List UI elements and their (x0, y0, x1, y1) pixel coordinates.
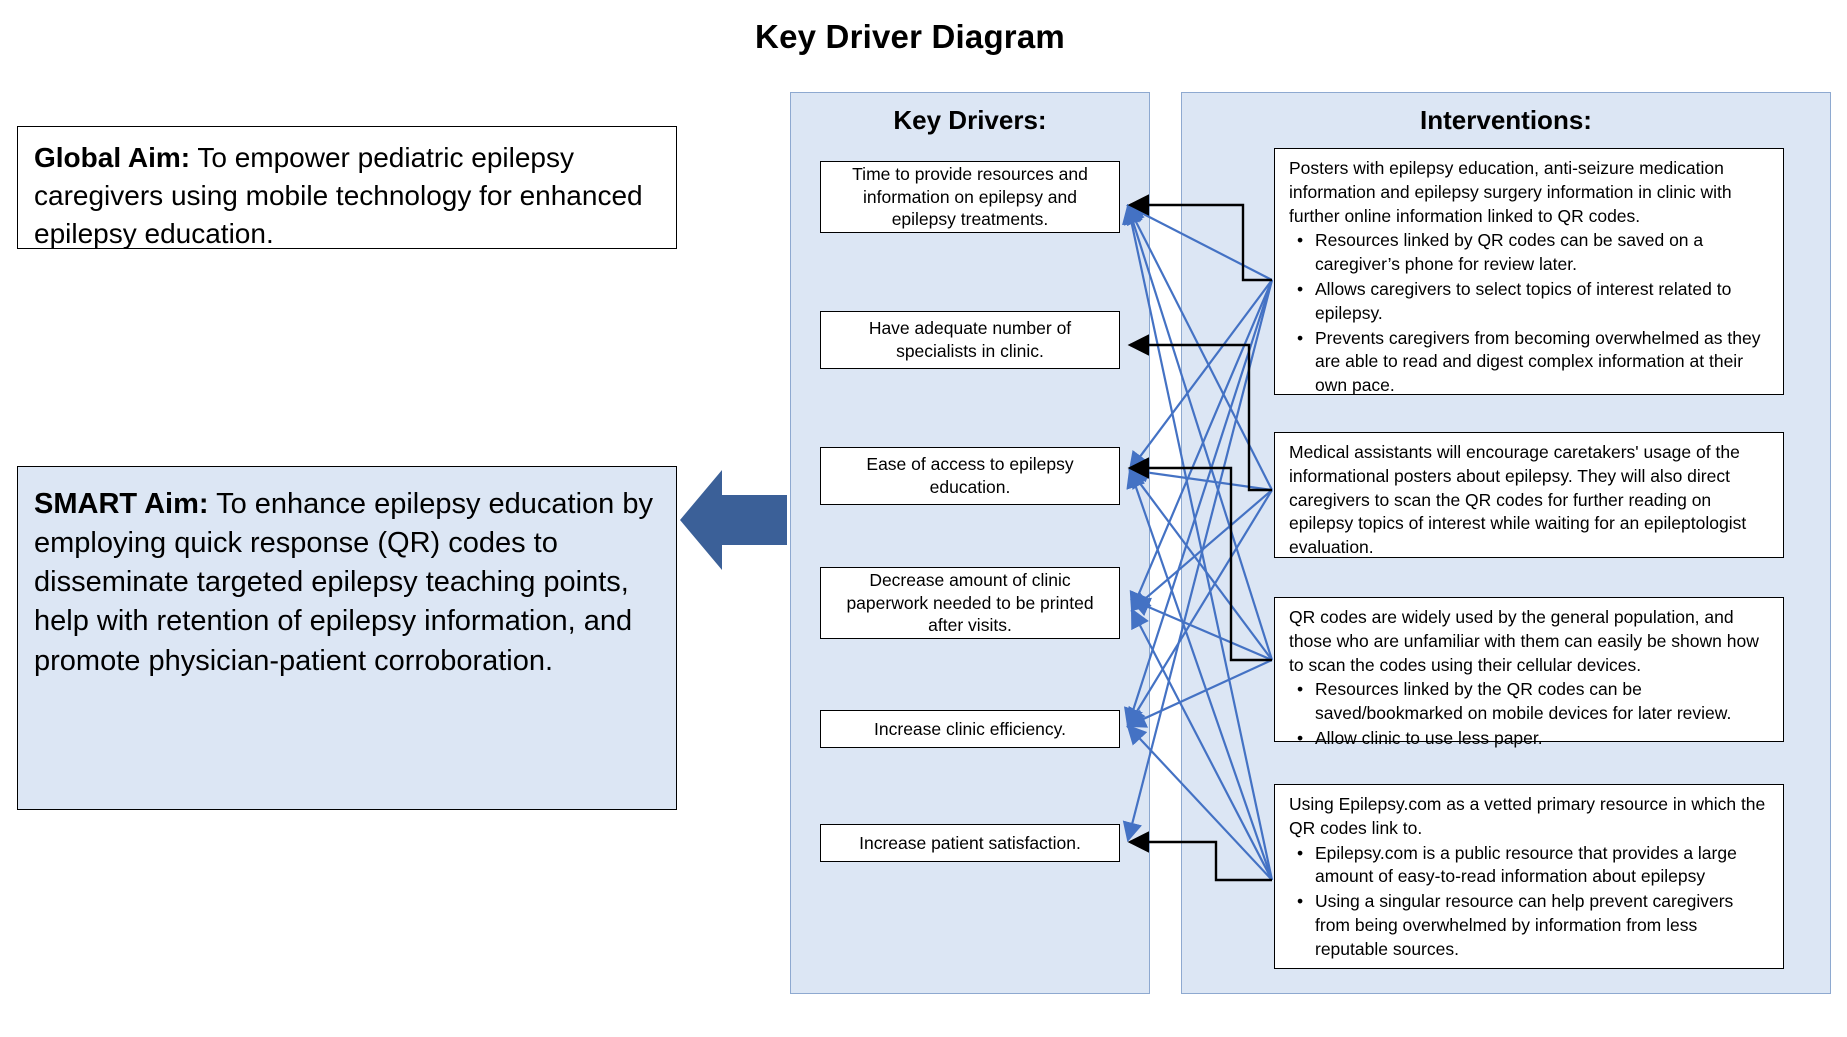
intervention-bullet: • Allow clinic to use less paper. (1315, 727, 1771, 751)
intervention-box (1274, 597, 1784, 748)
intervention-bullet: • Allows caregivers to select topics of interest related to epilepsy. (1315, 278, 1771, 326)
intervention-bullet: • Prevents caregivers from becoming overwhelmed as they are able to read and digest complex information at their own pace. (1315, 327, 1771, 398)
driver-box: Increase clinic efficiency. (820, 710, 1120, 748)
smart-aim-box (17, 466, 677, 810)
key-drivers-heading: Key Drivers: (893, 105, 1047, 135)
interventions-heading: Interventions: (1420, 105, 1592, 135)
intervention-bullet: • Using a singular resource can help prevent caregivers from being overwhelmed by information from less reputable sources. (1315, 890, 1771, 961)
intervention-bullet-list (1289, 229, 1771, 398)
intervention-bullet: • Resources linked by the QR codes can be saved/bookmarked on mobile devices for later review. (1315, 678, 1771, 726)
smart-aim-arrow (680, 470, 787, 570)
smart-aim-label: SMART Aim: (34, 488, 209, 520)
driver-box: Ease of access to epilepsy education. (820, 447, 1120, 505)
smart-aim-text: To enhance epilepsy education by employing quick response (QR) codes to disseminate targeted epilepsy teaching points, help with retention of epilepsy information, and promote physician-patient corroboration. (34, 488, 653, 677)
page-title: Key Driver Diagram (755, 18, 1065, 55)
global-aim-label: Global Aim: (34, 142, 191, 173)
driver-box: Increase patient satisfaction. (820, 824, 1120, 862)
intervention-intro: QR codes are widely used by the general population, and those who are unfamiliar with them can easily be shown how to scan the codes using their cellular devices. (1289, 607, 1759, 675)
driver-box: Have adequate number of specialists in clinic. (820, 311, 1120, 369)
intervention-bullet-list (1289, 842, 1771, 962)
intervention-box (1274, 148, 1784, 395)
global-aim-text: To empower pediatric epilepsy caregivers using mobile technology for enhanced epilepsy education. (34, 142, 643, 249)
intervention-box (1274, 432, 1784, 558)
intervention-intro: Medical assistants will encourage caretakers' usage of the informational posters about epilepsy. They will also direct caregivers to scan the QR codes for further reading on epilepsy topics of interest while waiting for an epileptologist evaluation. (1289, 442, 1747, 558)
intervention-bullet: • Resources linked by QR codes can be saved on a caregiver’s phone for review later. (1315, 229, 1771, 277)
intervention-box (1274, 784, 1784, 969)
driver-box: Decrease amount of clinic paperwork needed to be printed after visits. (820, 567, 1120, 639)
intervention-bullet-list (1289, 678, 1771, 750)
driver-box: Time to provide resources and information on epilepsy and epilepsy treatments. (820, 161, 1120, 233)
intervention-intro: Using Epilepsy.com as a vetted primary resource in which the QR codes link to. (1289, 794, 1766, 838)
intervention-intro: Posters with epilepsy education, anti-seizure medication information and epilepsy surgery information in clinic with further online information linked to QR codes. (1289, 158, 1732, 226)
intervention-bullet: • Epilepsy.com is a public resource that provides a large amount of easy-to-read information about epilepsy (1315, 842, 1771, 890)
global-aim-box (17, 126, 677, 249)
